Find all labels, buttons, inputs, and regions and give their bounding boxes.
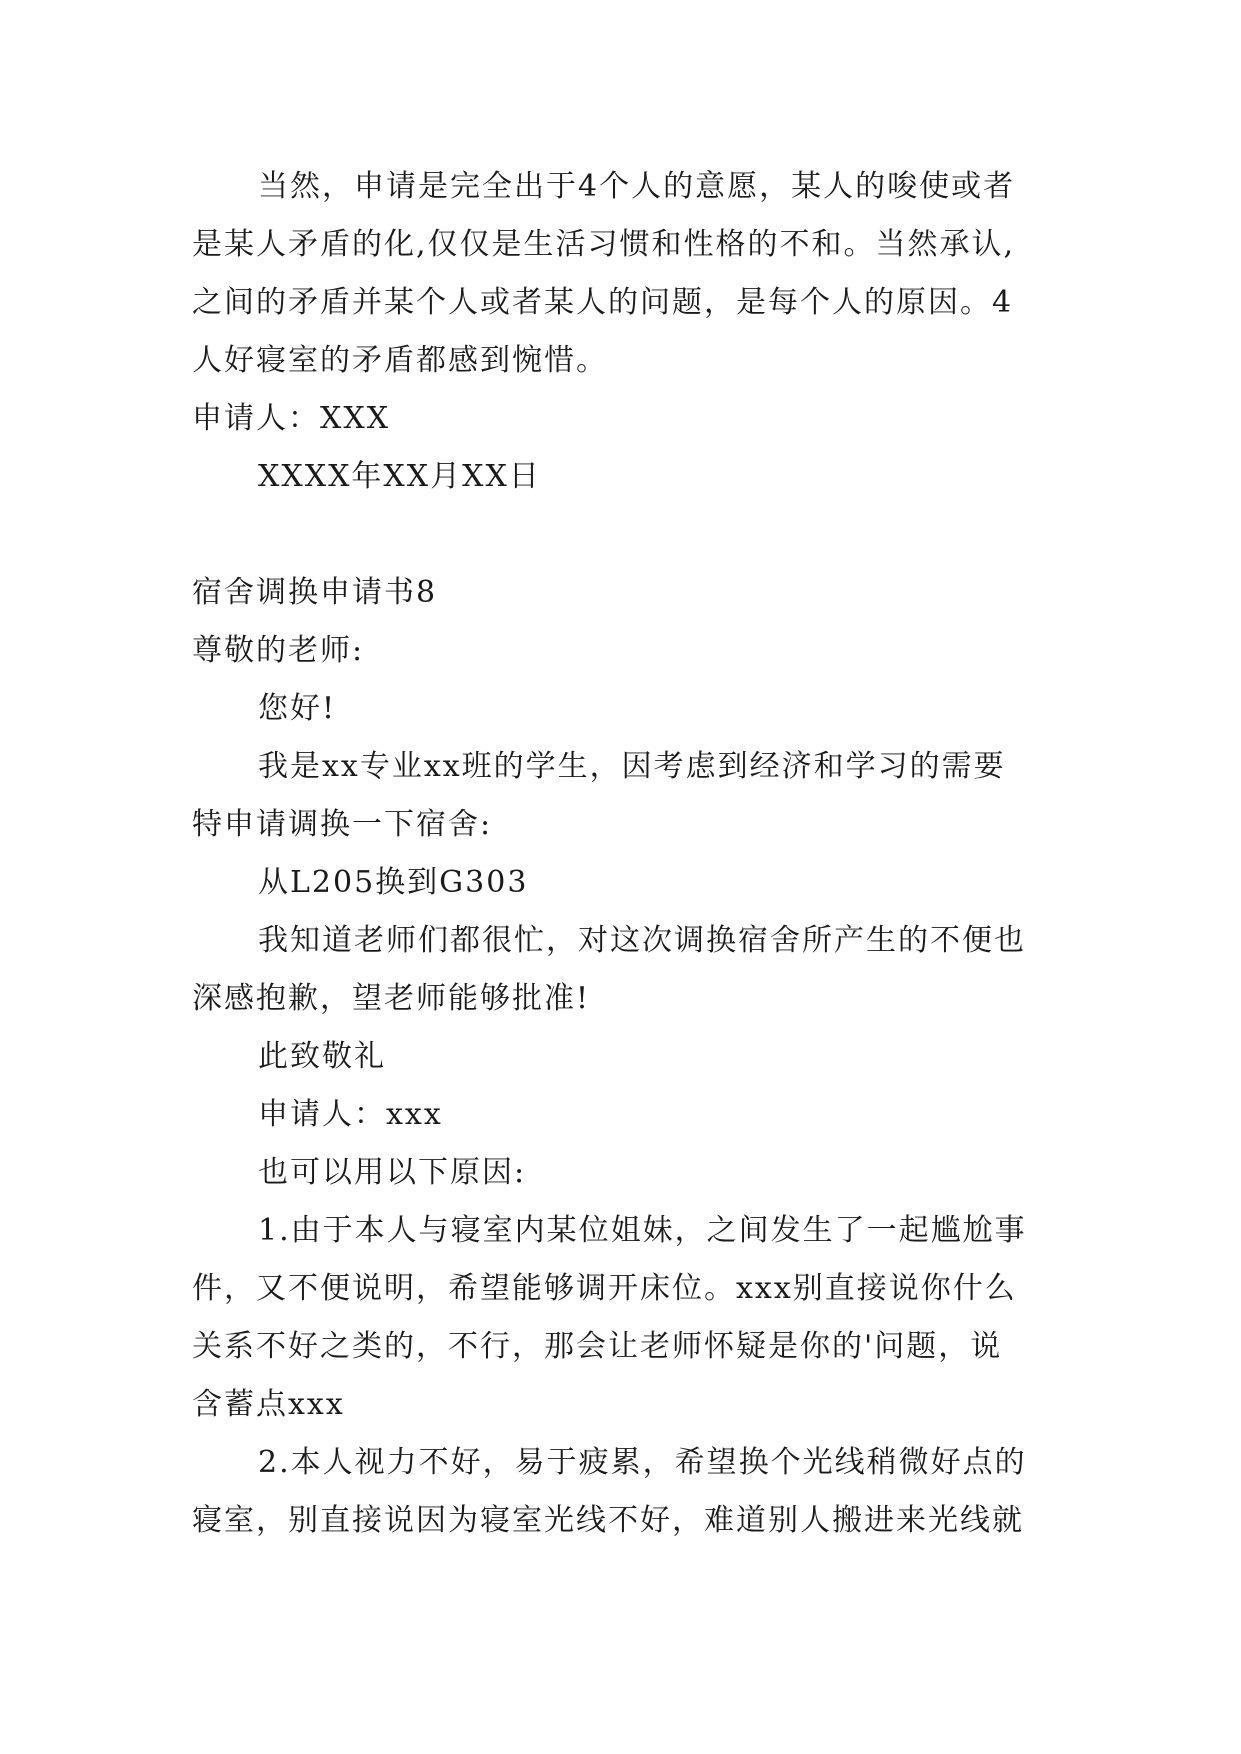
room-change-line: 从L205换到G303 xyxy=(258,865,529,900)
salutation: 尊敬的老师: xyxy=(192,633,365,668)
greeting: 您好! xyxy=(258,691,337,726)
paragraph-line: 也可以用以下原因: xyxy=(258,1155,527,1190)
paragraph-line: 含蓄点xxx xyxy=(192,1387,345,1422)
paragraph-line: 寝室，别直接说因为寝室光线不好，难道别人搬进来光线就 xyxy=(192,1503,1024,1538)
paragraph-line: 件，又不便说明，希望能够调开床位。xxx别直接说你什么 xyxy=(192,1271,1017,1306)
date-line: XXXX年XX月XX日 xyxy=(258,459,541,494)
paragraph-line: 我知道老师们都很忙，对这次调换宿舍所产生的不便也 xyxy=(258,923,1026,958)
paragraph-line: 特申请调换一下宿舍: xyxy=(192,807,493,842)
paragraph-line: 人好寝室的矛盾都感到惋惜。 xyxy=(192,343,608,378)
paragraph-line: 深感抱歉，望老师能够批准! xyxy=(192,981,591,1016)
paragraph-line: 关系不好之类的，不行，那会让老师怀疑是你的'问题，说 xyxy=(192,1329,1003,1364)
applicant-signature: 申请人：xxx xyxy=(258,1097,443,1132)
paragraph-line: 我是xx专业xx班的学生，因考虑到经济和学习的需要 xyxy=(258,749,1006,784)
list-item-line: 1.由于本人与寝室内某位姐妹，之间发生了一起尴尬事 xyxy=(258,1213,1027,1248)
paragraph-line: 之间的矛盾并某个人或者某人的问题，是每个人的原因。4 xyxy=(192,285,1014,320)
paragraph-line: 是某人矛盾的化,仅仅是生活习惯和性格的不和。当然承认, xyxy=(192,227,1016,262)
list-item-line: 2.本人视力不好，易于疲累，希望换个光线稍微好点的 xyxy=(258,1445,1027,1480)
applicant-signature: 申请人：XXX xyxy=(192,401,391,436)
closing-line: 此致敬礼 xyxy=(258,1039,386,1074)
document-body xyxy=(192,158,1062,1550)
paragraph-line: 当然，申请是完全出于4个人的意愿，某人的唆使或者 xyxy=(258,169,1016,204)
section-title: 宿舍调换申请书8 xyxy=(192,575,438,610)
